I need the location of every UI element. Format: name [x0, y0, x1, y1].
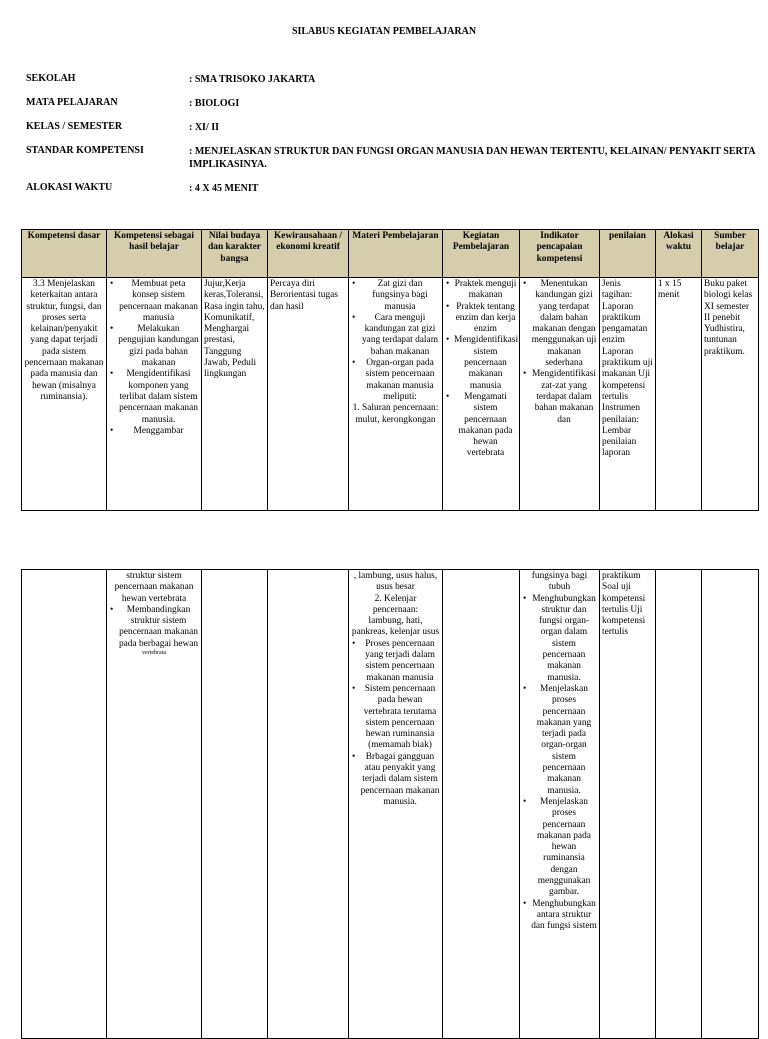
table-header-row	[22, 230, 759, 278]
materi-subheading: 2. Kelenjar pencernaan:	[372, 593, 419, 615]
list-item: • Menjelaskan proses pencernaan makanan yang terjadi pada organ-organ sistem pencernaan makanan manusia.	[531, 684, 597, 797]
syllabus-table-part-2	[21, 569, 759, 1039]
khb-tiny-text: vertebrata	[142, 650, 166, 657]
header-kegiatan: Kegiatan Pembelajaran	[443, 230, 520, 278]
header-indikator: Indikator pencapaian kompetensi	[520, 230, 600, 278]
header-nilai-budaya: Nilai budaya dan karakter bangsa	[202, 230, 268, 278]
list-item: • Brbagai gangguan atau penyakit yang terjadi dalam sistem pencernaan makanan manusia.	[360, 752, 440, 808]
meta-value: : XI/ II	[189, 122, 220, 133]
meta-label: ALOKASI WAKTU	[26, 182, 113, 193]
materi-subtext: lambung, hati, pankreas, kelenjar usus	[351, 616, 440, 638]
meta-label: MATA PELAJARAN	[26, 97, 118, 108]
cell-indikator	[520, 278, 600, 511]
list-item: • Membuat peta konsep sistem pencernaan makanan manusia	[118, 279, 199, 324]
materi-subheading: 1. Saluran pencernaan:	[352, 403, 439, 414]
cell-kegiatan	[443, 570, 520, 1039]
materi-subtext: mulut, kerongkongan	[355, 414, 436, 425]
list-item: • Menentukan kandungan gizi yang terdapat dalam bahan makanan dengan menggunakan uji makanan sederhana	[531, 279, 597, 369]
list-item: • Membandingkan struktur sistem pencernaan makanan pada berbagai hewan	[118, 605, 199, 650]
cell-penilaian: Jenis tagihan: Laporan praktikum pengamatan enzim Laporan praktikum uji makanan Uji kompetensi tertulis Instrumen penilaian: Lembar penilaian laporan	[600, 278, 656, 511]
cell-sumber: Buku paket biologi kelas XI semester II penebit Yudhistira, tuntunan praktikum.	[702, 278, 759, 511]
cell-kompetensi-hasil-belajar	[107, 278, 202, 511]
cell-kewirausahaan	[268, 570, 349, 1039]
list-item: • Praktek tentang enzim dan kerja enzim	[454, 302, 517, 336]
list-item: • Mengamati sistem pencernaan makanan pada hewan vertebrata	[454, 392, 517, 460]
list-item: • Mengidentifikasi komponen yang terlibat dalam sistem pencernaan makanan manusia.	[118, 369, 199, 425]
header-sumber: Sumber belajar	[702, 230, 759, 278]
list-item: • Proses pencernaan yang terjadi dalam sistem pencernaan makanan manusia	[360, 639, 440, 684]
list-item: • Mengidentifikasi sistem pencernaan makanan manusia	[454, 335, 517, 391]
cell-kompetensi-hasil-belajar	[107, 570, 202, 1039]
list-item: • Sistem pencernaan pada hewan vertebrata terutama sistem pencernaan hewan ruminansia (memamah biak)	[360, 684, 440, 752]
cell-kompetensi-dasar	[22, 570, 107, 1039]
meta-value: : SMA TRISOKO JAKARTA	[189, 74, 316, 85]
list-item: • Praktek menguji makanan	[454, 279, 517, 302]
cell-nilai-budaya	[202, 570, 268, 1039]
list-item: • Cara menguji kandungan zat gizi yang terdapat dalam bahan makanan	[360, 313, 440, 358]
meta-value: : 4 X 45 MENIT	[189, 183, 259, 194]
list-item: • Organ-organ pada sistem pencernaan makanan manusia meliputi:	[360, 358, 440, 403]
cell-nilai-budaya: Jujur,Kerja keras,Toleransi, Rasa ingin tahu, Komunikatif, Menghargai prestasi, Tanggung Jawab, Peduli lingkungan	[202, 278, 268, 511]
document-title: SILABUS KEGIATAN PEMBELAJARAN	[291, 26, 477, 37]
cell-penilaian: praktikum Soal uji kompetensi tertulis Uji kompetensi tertulis	[600, 570, 656, 1039]
meta-value: : BIOLOGI	[189, 98, 240, 109]
header-kewirausahaan: Kewirausahaan / ekonomi kreatif	[268, 230, 349, 278]
meta-label: KELAS / SEMESTER	[26, 121, 123, 132]
syllabus-table-part-1	[21, 229, 759, 511]
meta-label: SEKOLAH	[26, 73, 76, 84]
list-item: • Menghubungkan struktur dan fungsi organ-organ dalam sistem pencernaan makanan manusia.	[531, 594, 597, 684]
cell-alokasi	[656, 570, 702, 1039]
table-row	[22, 278, 759, 511]
cell-alokasi: 1 x 15 menit	[656, 278, 702, 511]
list-item: • Zat gizi dan fungsinya bagi manusia	[360, 279, 440, 313]
materi-continued: , lambung, usus halus, usus besar	[353, 571, 438, 593]
meta-label: STANDAR KOMPETENSI	[26, 145, 144, 156]
header-kompetensi-hasil-belajar: Kompetensi sebagai hasil belajar	[107, 230, 202, 278]
list-item: • Melakukan pengujian kandungan gizi pada bahan makanan	[118, 324, 199, 369]
cell-kewirausahaan: Percaya diri Berorientasi tugas dan hasil	[268, 278, 349, 511]
list-item: • Menghubungkan antara struktur dan fungsi sistem	[531, 899, 597, 933]
cell-kompetensi-dasar: 3.3 Menjelaskan keterkaitan antara struktur, fungsi, dan proses serta kelainan/penyakit yang dapat terjadi pada sistem pencernaan makanan pada manusia dan hewan (misalnya ruminansia).	[22, 278, 107, 511]
header-materi: Materi Pembelajaran	[349, 230, 443, 278]
indikator-continued: fungsinya bagi tubuh	[531, 571, 588, 593]
cell-indikator	[520, 570, 600, 1039]
cell-kegiatan	[443, 278, 520, 511]
cell-materi	[349, 278, 443, 511]
list-item: • Mengidentifikasi zat-zat yang terdapat dalam bahan makanan dan	[531, 369, 597, 425]
khb-continued: struktur sistem pencernaan makanan hewan vertebrata	[114, 571, 194, 604]
list-item: • Menjelaskan proses pencernaan makanan pada hewan ruminansia dengan menggunakan gambar.	[531, 797, 597, 899]
header-penilaian: penilaian	[600, 230, 656, 278]
list-item: • Menggambar	[118, 426, 199, 437]
table-row	[22, 570, 759, 1039]
meta-value: : MENJELASKAN STRUKTUR DAN FUNGSI ORGAN MANUSIA DAN HEWAN TERTENTU, KELAINAN/ PENYAKIT SERTA IMPLIKASINYA.	[189, 146, 755, 170]
cell-materi	[349, 570, 443, 1039]
header-kompetensi-dasar: Kompetensi dasar	[22, 230, 107, 278]
cell-sumber	[702, 570, 759, 1039]
header-alokasi: Alokasi waktu	[656, 230, 702, 278]
